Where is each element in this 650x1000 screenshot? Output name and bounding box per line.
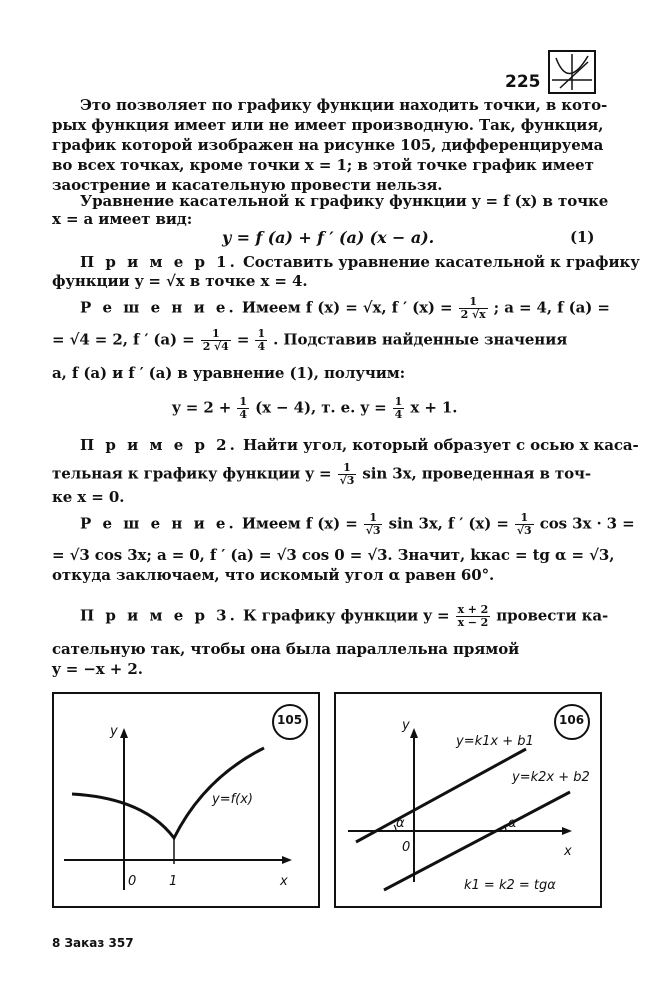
- frac-den: 4: [239, 408, 247, 421]
- example3-heading: П р и м е р 3.: [80, 606, 238, 625]
- example2-heading: П р и м е р 2.: [80, 436, 238, 454]
- solution1-line2b: . Подставив найденные значения: [273, 330, 568, 349]
- example3-text-3: y = −x + 2.: [52, 660, 143, 678]
- frac-den: x − 2: [457, 616, 489, 629]
- example1-text: Составить уравнение касательной к графику: [242, 253, 640, 271]
- frac-num: 1: [201, 328, 231, 341]
- frac-den: 4: [394, 408, 403, 421]
- solution2-heading: Р е ш е н и е.: [80, 514, 237, 533]
- frac-num: 1: [338, 462, 357, 475]
- origin-label: 0: [128, 874, 137, 889]
- line1-label: y=k1x + b1: [456, 734, 534, 749]
- para1-line3: график которой изображен на рисунке 105, дифференцируема: [52, 136, 604, 154]
- solution1-line1: Имеем f (x) = √x, f ′ (x) =: [241, 298, 453, 317]
- solution2-line3: откуда заключаем, что искомый угол α равен 60°.: [52, 566, 495, 584]
- solution1-line3: a, f (a) и f ′ (a) в уравнение (1), получим:: [52, 364, 406, 382]
- x-axis-arrow: [562, 827, 572, 835]
- frac-den: 2 √4: [202, 340, 229, 353]
- frac-den: √3: [339, 474, 355, 487]
- frac-num: x + 2: [457, 603, 489, 616]
- example3-text-a: К графику функции y =: [242, 606, 450, 625]
- example3-text-b: провести ка-: [496, 606, 609, 625]
- page-number: 225: [505, 72, 541, 92]
- example2-text-3: ке x = 0.: [52, 488, 125, 506]
- origin-label: 0: [402, 840, 411, 855]
- figure-105: [52, 692, 320, 908]
- alpha-label-1: α: [396, 816, 405, 831]
- para1-line4: во всех точках, кроме точки x = 1; в этой точке график имеет: [52, 156, 594, 174]
- solution1-heading: Р е ш е н и е.: [80, 298, 237, 317]
- frac-num: 1: [364, 512, 383, 525]
- solution1-result-c: x + 1.: [410, 398, 458, 417]
- solution1-result-a: y = 2 +: [172, 398, 232, 417]
- frac-den: 4: [257, 340, 266, 353]
- example1-heading: П р и м е р 1.: [80, 253, 238, 271]
- y-axis-label: y: [110, 724, 118, 739]
- y-axis-arrow: [410, 728, 418, 738]
- chapter-graph-icon: [548, 50, 596, 94]
- example1-text-2: функции y = √x в точке x = 4.: [52, 272, 308, 290]
- frac-num: 1: [515, 512, 534, 525]
- figure-number: 106: [559, 713, 585, 727]
- x-axis-label: x: [280, 874, 288, 889]
- para1-line5: заострение и касательную провести нельзя.: [52, 176, 443, 194]
- curve-label: y=f(x): [212, 792, 253, 807]
- frac-den: 2 √x: [460, 308, 486, 321]
- solution1-line2a: = √4 = 2, f ′ (a) =: [52, 330, 195, 349]
- frac-num: 1: [239, 395, 247, 408]
- formula-number: (1): [570, 228, 595, 246]
- y-axis-arrow: [120, 728, 128, 738]
- relation-label: k1 = k2 = tgα: [464, 878, 556, 893]
- solution2-line1a: Имеем f (x) =: [241, 514, 358, 533]
- alpha-label-2: α: [508, 816, 517, 831]
- tick-label: 1: [169, 874, 178, 889]
- example3-text-2: сательную так, чтобы она была параллельна прямой: [52, 640, 520, 658]
- footer-print-info: 8 Заказ 357: [52, 936, 134, 950]
- solution1-line1b: ; a = 4, f (a) =: [493, 298, 610, 317]
- solution2-line2: = √3 cos 3x; a = 0, f ′ (a) = √3 cos 0 = √3. Значит, kкас = tg α = √3,: [52, 546, 615, 564]
- para1-line2: рых функция имеет или не имеет производную. Так, функция,: [52, 116, 604, 134]
- example2-text: Найти угол, который образует с осью x каса-: [242, 436, 639, 454]
- frac-num: 1: [257, 327, 266, 340]
- tangent-formula: y = f (a) + f ′ (a) (x − a).: [222, 228, 435, 247]
- frac-num: 1: [394, 395, 403, 408]
- x-axis-label: x: [564, 844, 572, 859]
- frac-den: √3: [365, 524, 381, 537]
- solution2-line1c: cos 3x · 3 =: [539, 514, 635, 533]
- solution2-line1b: sin 3x, f ′ (x) =: [388, 514, 509, 533]
- figure-106: [334, 692, 602, 908]
- frac-den: √3: [516, 524, 532, 537]
- example2-text-2a: тельная к графику функции y =: [52, 464, 332, 483]
- frac-num: 1: [459, 296, 488, 309]
- para1-line1: Это позволяет по графику функции находить точки, в кото-: [80, 96, 608, 114]
- y-axis-label: y: [402, 718, 410, 733]
- tangent-line-2: [384, 792, 570, 890]
- tangent-definition: Уравнение касательной к графику функции y = f (x) в точке: [80, 192, 609, 210]
- tangent-definition-2: x = a имеет вид:: [52, 210, 193, 228]
- solution1-result-b: (x − 4), т. е. y =: [255, 398, 387, 417]
- figure-number: 105: [277, 713, 303, 727]
- line2-label: y=k2x + b2: [512, 770, 590, 785]
- x-axis-arrow: [282, 856, 292, 864]
- example2-text-2b: sin 3x, проведенная в точ-: [362, 464, 592, 483]
